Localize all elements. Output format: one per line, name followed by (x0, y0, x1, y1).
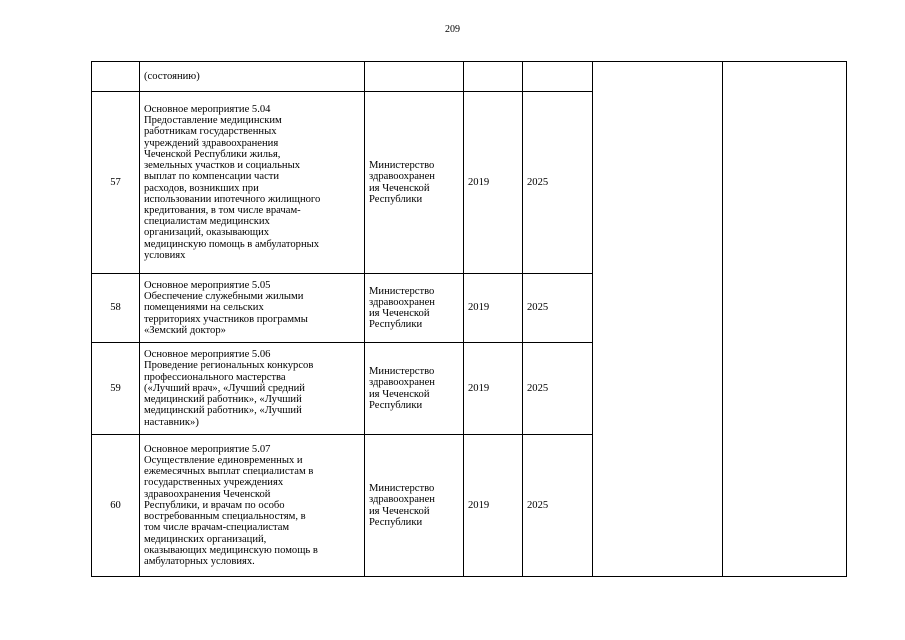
cell-number (92, 62, 140, 92)
cell-start-year: 2019 (464, 92, 523, 274)
cell-start-year: 2019 (464, 435, 523, 577)
cell-end-year: 2025 (523, 343, 593, 435)
cell-number: 57 (92, 92, 140, 274)
cell-description: Основное мероприятие 5.04 Предоставление медицинским работникам государственных учреждений здравоохранения Чеченской Республики жилья, земельных участков и социальных выплат по компенсации части расходов, возникших при использовании ипотечного жилищного кредитования, в том числе врачам- специалистам медицинских организаций, оказывающих медицинскую помощь в амбулаторных условиях (140, 92, 365, 274)
cell-start-year (464, 62, 523, 92)
measures-table (91, 61, 847, 577)
cell-end-year (523, 62, 593, 92)
cell-start-year: 2019 (464, 343, 523, 435)
cell-end-year: 2025 (523, 274, 593, 343)
page-number: 209 (445, 24, 460, 35)
cell-end-year: 2025 (523, 435, 593, 577)
cell-organization: Министерство здравоохранен ия Чеченской Республики (365, 343, 464, 435)
table-row-continuation (92, 62, 847, 92)
cell-organization: Министерство здравоохранен ия Чеченской Республики (365, 92, 464, 274)
cell-description: Основное мероприятие 5.05 Обеспечение служебными жилыми помещениями на сельских территориях участников программы «Земский доктор» (140, 274, 365, 343)
cell-organization: Министерство здравоохранен ия Чеченской Республики (365, 274, 464, 343)
cell-organization (365, 62, 464, 92)
cell-end-year: 2025 (523, 92, 593, 274)
cell-description: Основное мероприятие 5.07 Осуществление единовременных и ежемесячных выплат специалистам в государственных учреждениях здравоохранения Чеченской Республики, и врачам по особо востребованным специальностям, в том числе врачам-специалистам медицинских организаций, оказывающих медицинскую помощь в амбулаторных условиях. (140, 435, 365, 577)
cell-merged-col7 (723, 62, 847, 577)
cell-organization: Министерство здравоохранен ия Чеченской Республики (365, 435, 464, 577)
cell-number: 58 (92, 274, 140, 343)
cell-start-year: 2019 (464, 274, 523, 343)
cell-number: 60 (92, 435, 140, 577)
cell-description: Основное мероприятие 5.06 Проведение региональных конкурсов профессионального мастерства («Лучший врач», «Лучший средний медицинский работник», «Лучший медицинский работник», «Лучший наставник») (140, 343, 365, 435)
cell-description: (состоянию) (140, 62, 365, 92)
cell-number: 59 (92, 343, 140, 435)
cell-merged-col6 (593, 62, 723, 577)
